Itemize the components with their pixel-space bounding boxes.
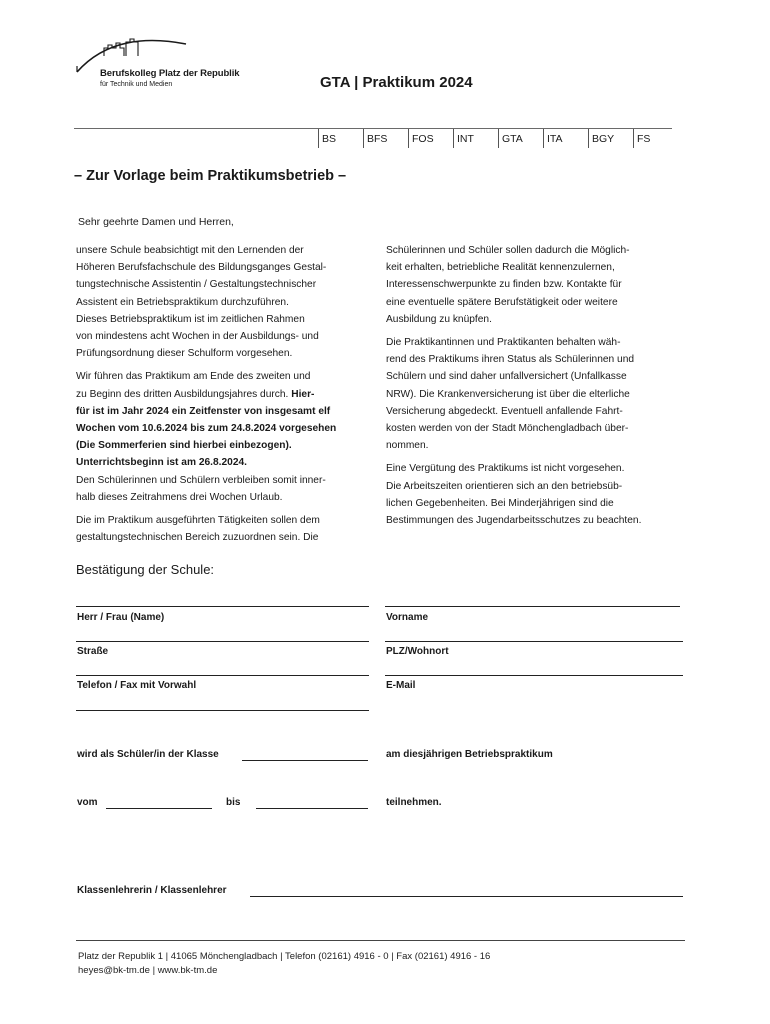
name-field[interactable] xyxy=(76,606,369,607)
document-title: GTA | Praktikum 2024 xyxy=(320,74,473,91)
text-line: tungstechnische Assistentin / Gestaltungstechnischer xyxy=(76,279,317,291)
text-line: eine eventuelle spätere Berufstätigkeit oder weitere xyxy=(386,296,618,308)
text-line: Wir führen das Praktikum am Ende des zweiten und xyxy=(76,371,311,383)
text-line: Den Schülerinnen und Schülern verbleiben somit inner- xyxy=(76,474,326,486)
text-line: Dieses Betriebspraktikum ist im zeitlichen Rahmen xyxy=(76,313,305,325)
text-line: unsere Schule beabsichtigt mit den Lernenden der xyxy=(76,245,304,256)
program-tag: INT xyxy=(453,129,498,148)
program-tag: ITA xyxy=(543,129,588,148)
confirmation-heading: Bestätigung der Schule: xyxy=(76,562,215,577)
phone-field[interactable] xyxy=(76,675,369,676)
program-tag: FS xyxy=(633,129,678,148)
text-line-bold: für ist im Jahr 2024 ein Zeitfenster von insgesamt elf xyxy=(76,405,331,417)
city-label: PLZ/Wohnort xyxy=(386,646,449,657)
name-label: Herr / Frau (Name) xyxy=(77,612,165,623)
body-left-column xyxy=(76,242,336,546)
footer xyxy=(78,950,490,978)
text-line: zu Beginn des dritten Ausbildungsjahres durch. Hier- xyxy=(76,388,315,400)
text-line: NRW). Die Krankenversicherung ist über die elterliche xyxy=(386,388,630,400)
text-line-bold: Unterrichtsbeginn ist am 26.8.2024. xyxy=(76,457,247,469)
teacher-label: Klassenlehrerin / Klassenlehrer xyxy=(77,885,227,896)
text-line: von mindestens acht Wochen in der Ausbildungs- und xyxy=(76,331,319,343)
school-logo xyxy=(74,36,264,96)
program-tag: BFS xyxy=(363,129,408,148)
city-field[interactable] xyxy=(385,641,683,642)
text-line: nommen. xyxy=(386,440,429,452)
street-field[interactable] xyxy=(76,641,369,642)
text-line: Die Arbeitszeiten orientieren sich an den betriebsüb- xyxy=(386,480,623,492)
phone-label: Telefon / Fax mit Vorwahl xyxy=(77,680,197,691)
text-line: Prüfungsordnung dieser Schulform vorgesehen. xyxy=(76,348,293,360)
to-label: bis xyxy=(226,797,241,808)
text-line: Höheren Berufsfachschule des Bildungsganges Gestal- xyxy=(76,262,327,274)
text-line: Die im Praktikum ausgeführten Tätigkeiten sollen dem xyxy=(76,515,320,527)
text-line: Eine Vergütung des Praktikums ist nicht vorgesehen. xyxy=(386,463,625,475)
text-line: Interessenschwerpunkte zu finden bzw. Kontakte für xyxy=(386,279,622,291)
footer-address: Platz der Republik 1 | 41065 Mönchengladbach | Telefon (02161) 4916 - 0 | Fax (02161) 4916 - 16 xyxy=(78,951,491,962)
text-line: Ausbildung zu knüpfen. xyxy=(386,313,492,325)
street-label: Straße xyxy=(77,646,109,657)
text-line: Die Praktikantinnen und Praktikanten behalten wäh- xyxy=(386,337,621,349)
text-line: Schülerinnen und Schüler sollen dadurch die Möglich- xyxy=(386,245,630,256)
from-date-field[interactable] xyxy=(106,808,212,809)
document-subtitle: – Zur Vorlage beim Praktikumsbetrieb – xyxy=(74,168,347,184)
text-line-bold: Wochen vom 10.6.2024 bis zum 24.8.2024 vorgesehen xyxy=(76,423,337,435)
to-date-field[interactable] xyxy=(256,808,368,809)
program-tag: BGY xyxy=(588,129,633,148)
from-label: vom xyxy=(77,797,98,808)
participate-label: teilnehmen. xyxy=(386,797,442,808)
class-label: wird als Schüler/in der Klasse xyxy=(77,749,219,760)
program-tag: BS xyxy=(318,129,363,148)
body-right-column xyxy=(386,242,641,529)
text-line: Versicherung abgedeckt. Eventuell anfallende Fahrt- xyxy=(386,405,623,417)
extra-field[interactable] xyxy=(76,710,369,711)
salutation: Sehr geehrte Damen und Herren, xyxy=(78,216,234,228)
class-field[interactable] xyxy=(242,760,368,761)
program-tag: GTA xyxy=(498,129,543,148)
text-line: Assistent ein Betriebspraktikum durchzuführen. xyxy=(76,296,289,308)
text-line: gestaltungstechnischen Bereich zuzuordnen sein. Die xyxy=(76,532,319,544)
school-subtitle: für Technik und Medien xyxy=(100,81,173,88)
email-label: E-Mail xyxy=(386,680,416,691)
school-name: Berufskolleg Platz der Republik xyxy=(100,68,240,79)
footer-contact: heyes@bk-tm.de | www.bk-tm.de xyxy=(78,965,218,976)
program-tag: FOS xyxy=(408,129,453,148)
footer-divider xyxy=(76,940,685,941)
text-line: lichen Gegebenheiten. Bei Minderjährigen sind die xyxy=(386,497,614,509)
teacher-signature-field[interactable] xyxy=(250,896,683,897)
internship-label: am diesjährigen Betriebspraktikum xyxy=(386,749,553,760)
text-line: kosten werden von der Stadt Mönchengladbach über- xyxy=(386,423,629,435)
email-field[interactable] xyxy=(385,675,683,676)
text-line: Schülern und sind daher unfallversichert (Unfallkasse xyxy=(386,371,627,383)
program-tags xyxy=(318,129,678,148)
text-line-bold: (Die Sommerferien sind hierbei einbezogen). xyxy=(76,440,292,452)
text-line: keit erhalten, betriebliche Realität kennenzulernen, xyxy=(386,262,615,274)
firstname-field[interactable] xyxy=(385,606,680,607)
text-line: Bestimmungen des Jugendarbeitsschutzes zu beachten. xyxy=(386,515,642,527)
text-line: rend des Praktikums ihren Status als Schülerinnen und xyxy=(386,354,635,366)
firstname-label: Vorname xyxy=(386,612,429,623)
text-line: halb dieses Zeitrahmens drei Wochen Urlaub. xyxy=(76,491,283,503)
